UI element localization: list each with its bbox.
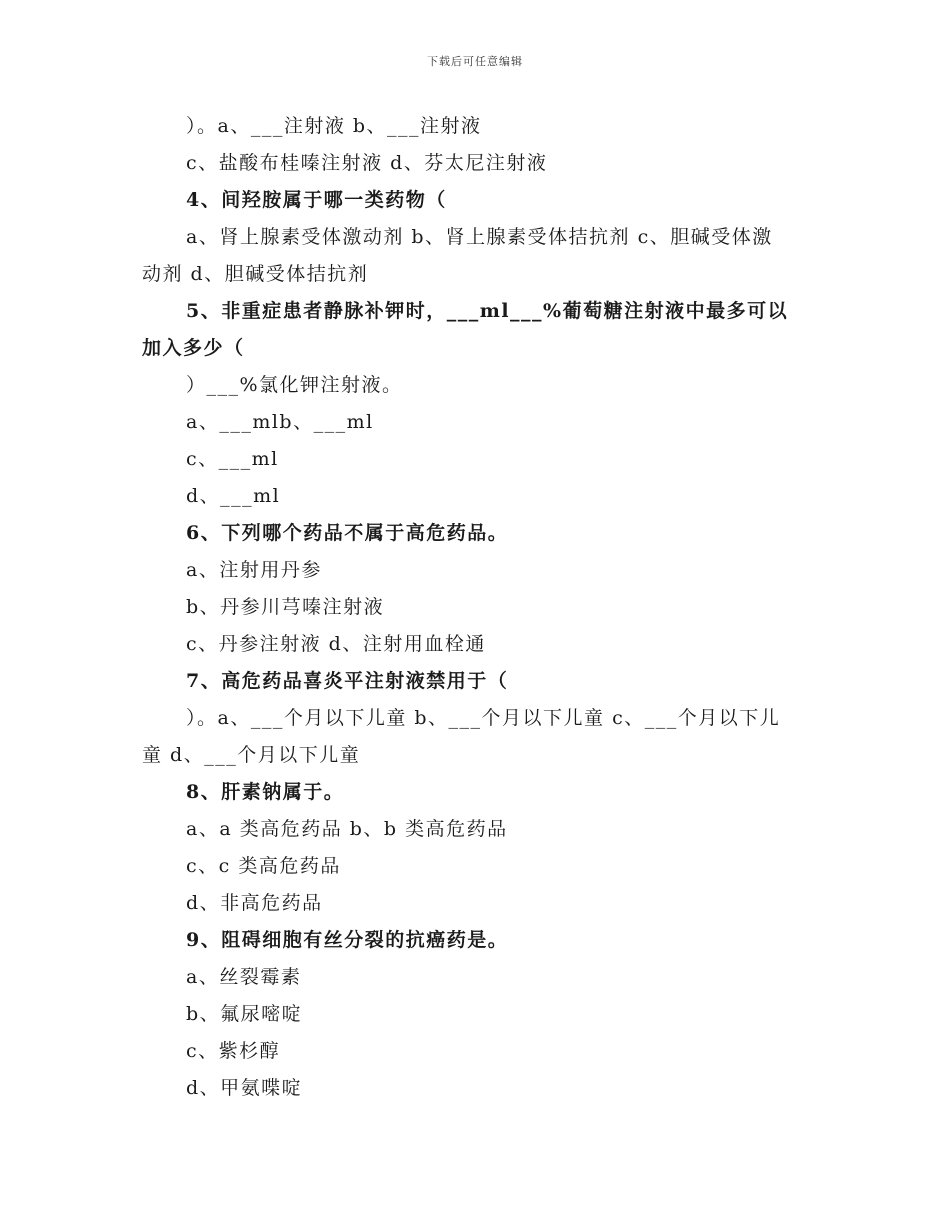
question-heading: 8、肝素钠属于。 bbox=[186, 781, 345, 803]
document-body bbox=[142, 108, 814, 1107]
answer-option: a、注射用丹参 bbox=[186, 559, 322, 581]
question-heading: 4、间羟胺属于哪一类药物（ bbox=[186, 189, 447, 211]
answer-option: c、___ml bbox=[186, 448, 279, 470]
answer-option: d、非高危药品 bbox=[186, 892, 323, 914]
answer-option: b、氟尿嘧啶 bbox=[186, 1003, 303, 1025]
page-header: 下载后可任意编辑 bbox=[427, 55, 523, 68]
text-line: c、盐酸布桂嗪注射液 d、芬太尼注射液 bbox=[186, 152, 548, 174]
answer-option: d、甲氨喋啶 bbox=[186, 1077, 303, 1099]
answer-option: b、丹参川芎嗪注射液 bbox=[186, 596, 385, 618]
answer-option: a、___mlb、___ml bbox=[186, 411, 374, 433]
answer-option: c、c 类高危药品 bbox=[186, 855, 341, 877]
text-line: ）。a、___个月以下儿童 b、___个月以下儿童 c、___个月以下儿 bbox=[186, 707, 781, 729]
question-heading: 加入多少（ bbox=[142, 337, 245, 359]
text-line: a、肾上腺素受体激动剂 b、肾上腺素受体拮抗剂 c、胆碱受体激 bbox=[186, 226, 773, 248]
answer-option: a、a 类高危药品 b、b 类高危药品 bbox=[186, 818, 508, 840]
text-line: ）___%氯化钾注射液。 bbox=[186, 374, 403, 396]
answer-option: c、紫杉醇 bbox=[186, 1040, 281, 1062]
question-heading: 7、高危药品喜炎平注射液禁用于（ bbox=[186, 670, 509, 692]
text-line: ）。a、___注射液 b、___注射液 bbox=[186, 115, 482, 137]
text-line: 童 d、___个月以下儿童 bbox=[142, 744, 361, 766]
text-line: 动剂 d、胆碱受体拮抗剂 bbox=[142, 263, 369, 285]
question-heading: 9、阻碍细胞有丝分裂的抗癌药是。 bbox=[186, 929, 509, 951]
question-heading: 6、下列哪个药品不属于高危药品。 bbox=[186, 522, 509, 544]
question-heading: 5、非重症患者静脉补钾时，___ml___%葡萄糖注射液中最多可以 bbox=[186, 300, 789, 322]
answer-option: c、丹参注射液 d、注射用血栓通 bbox=[186, 633, 486, 655]
answer-option: a、丝裂霉素 bbox=[186, 966, 302, 988]
answer-option: d、___ml bbox=[186, 485, 281, 507]
